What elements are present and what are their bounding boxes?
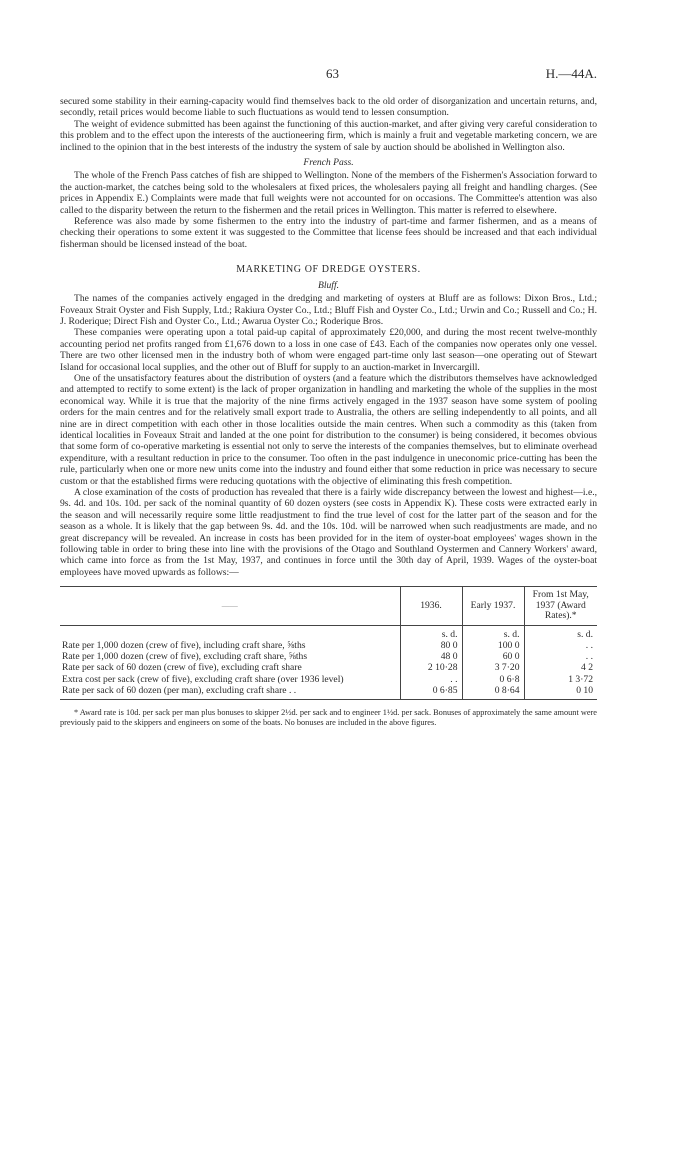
document-reference: H.—44A. (545, 66, 597, 81)
cell-award: 0 10 (524, 685, 597, 700)
cell-award: 4 2 (524, 662, 597, 673)
page-number: 63 (326, 66, 339, 81)
cell-award: . . (524, 640, 597, 651)
table-units-row (60, 625, 597, 640)
subheading-french-pass: French Pass. (303, 157, 354, 169)
paragraph: One of the unsatisfactory features about the distribution of oysters (and a feature which the distributors themselves have acknowledged and attempted to rectify to some extent) is the lack of proper organization in handling and marketing the whole of the supplies in the most economical way. While it is true that the majority of the nine firms actively engaged in the 1937 season have some system of pooling orders for the main centres and for the relatively small export trade to Australia, the others are selling independently to all points, and all nine are in direct competition with each other in those localities outside the main centres. When such a commodity as this (taken from identical localities in Foveaux Strait and landed at the one point for distribution to the consumer) is being considered, it becomes obvious that some form of co-operative marketing is essential not only to serve the interests of the companies themselves, but to eliminate overhead expenditure, with a resultant reduction in price to the consumer. Too often in the past indulgence in uneconomic price-cutting has been the rule, particularly when one or more new units come into the industry and found either that some reduction in price was necessary to secure custom or that the established firms were reducing quotations with the objective of eliminating this fresh competition. (60, 372, 597, 487)
column-header-1936: 1936. (400, 587, 462, 626)
table-row (60, 662, 597, 673)
paragraph: Reference was also made by some fishermen to the entry into the industry of part-time and farmer fishermen, and as a means of checking their operations to some extent it was suggested to the Committee that license fees should be increased and that each individual fisherman should be licensed instead of the boat. (60, 216, 597, 250)
cell-early-1937: 60 0 (462, 651, 524, 662)
cell-early-1937: 100 0 (462, 640, 524, 651)
column-header-early-1937: Early 1937. (462, 587, 524, 626)
unit-label: s. d. (524, 625, 597, 640)
table-row (60, 640, 597, 651)
unit-label: s. d. (462, 625, 524, 640)
cell-early-1937: 0 8·64 (462, 685, 524, 700)
subheading-bluff: Bluff. (317, 279, 340, 291)
column-header-award-rates: From 1st May, 1937 (Award Rates).* (524, 587, 597, 626)
table-row (60, 674, 597, 685)
paragraph: These companies were operating upon a total paid-up capital of approximately £20,000, and during the most recent twelve-monthly accounting period net profits ranged from £1,676 down to a loss in one case of £43. Each of the companies now operates only one vessel. There are two other licensed men in the industry both of whom were engaged part-time only last season—one operating out of Stewart Island for occasional local supplies, and the other out of Bluff for supply to an auction-market in Invercargill. (60, 327, 597, 373)
page-header (60, 66, 597, 82)
paragraph: secured some stability in their earning-capacity would find themselves back to the old order of disorganization and uncertain returns, and, secondly, retail prices would become liable to such fluctuations as would tend to lessen consumption. (60, 96, 597, 119)
cell-award: . . (524, 651, 597, 662)
paragraph: The weight of evidence submitted has been against the functioning of this auction-market, and after giving very careful consideration to this problem and to the effect upon the interests of the auctioneering firm, which is mainly a fruit and vegetable marketing concern, we are inclined to the opinion that in the best interests of the industry the system of sale by auction should be abolished in Wellington also. (60, 118, 597, 153)
row-label: Rate per sack of 60 dozen (per man), excluding craft share . . (62, 684, 297, 696)
paragraph: The names of the companies actively engaged in the dredging and marketing of oysters at Bluff are as follows: Dixon Bros., Ltd.; Foveaux Strait Oyster and Fish Supply, Ltd.; Rakiura Oyster Co., Ltd.; Bluff Fish and Oyster Co., Ltd.; Urwin and Co.; Russell and Co.; H. J. Roderique; Direct Fish and Oyster Co., Ltd.; Awarua Oyster Co.; Roderique Bros. (60, 293, 597, 327)
unit-label: s. d. (400, 625, 462, 640)
table-header-row (60, 587, 597, 626)
table-footnote: * Award rate is 10d. per sack per man plus bonuses to skipper 2½d. per sack and to engineer 1½d. per sack. Bonuses of approximately the same amount were previously paid to the skippers and engineers on some of the boats. No bonuses are included in the above figures. (60, 707, 597, 727)
row-label: Extra cost per sack (crew of five), excluding craft share (over 1936 level) (62, 673, 344, 685)
cell-early-1937: 0 6·8 (462, 674, 524, 685)
paragraph: The whole of the French Pass catches of fish are shipped to Wellington. None of the members of the Fishermen's Association forward to the auction-market, the catches being sold to the wholesalers at fixed prices, the wholesalers paying all freight and handling charges. (See prices in Appendix E.) Complaints were made that full weights were not accounted for on occasions. The Committee's attention was also called to the disparity between the return to the fishermen and the retail prices in Wellington. This matter is referred to elsewhere. (60, 170, 597, 216)
table-row (60, 685, 597, 700)
paragraph: A close examination of the costs of production has revealed that there is a fairly wide discrepancy between the lowest and highest—i.e., 9s. 4d. and 10s. 10d. per sack of the nominal quantity of 60 dozen oysters (see costs in Appendix K). These costs were extracted early in the season and will necessarily require some little readjustment to find the true level of cost for the latter part of the season and for the season as a whole. It is likely that the gap between 9s. 4d. and the 10s. 10d. will be narrowed when such readjustments are made, and no great discrepancy will be revealed. An increase in costs has been provided for in the item of oyster-boat employees' wages shown in the following table in order to bring these into line with the provisions of the Otago and Southland Oystermen and Cannery Workers' award, which came into force as from the 1st May, 1937, and continues in force until the 30th day of April, 1939. Wages of the oyster-boat employees have moved upwards as follows:— (60, 487, 597, 578)
cell-1936: . . (400, 674, 462, 685)
cell-award: 1 3·72 (524, 674, 597, 685)
cell-1936: 48 0 (400, 651, 462, 662)
table-stub-header: —— (221, 600, 238, 610)
cell-1936: 2 10·28 (400, 662, 462, 673)
body-text (60, 96, 597, 728)
cell-1936: 80 0 (400, 640, 462, 651)
wages-table (60, 586, 597, 700)
row-label: Rate per 1,000 dozen (crew of five), excluding craft share, ⅝ths (62, 651, 308, 663)
table-row (60, 651, 597, 662)
row-label: Rate per 1,000 dozen (crew of five), including craft share, ⅝ths (62, 639, 306, 651)
section-title: MARKETING OF DREDGE OYSTERS. (236, 264, 421, 276)
cell-1936: 0 6·85 (400, 685, 462, 700)
row-label: Rate per sack of 60 dozen (crew of five), excluding craft share (62, 662, 302, 674)
cell-early-1937: 3 7·20 (462, 662, 524, 673)
